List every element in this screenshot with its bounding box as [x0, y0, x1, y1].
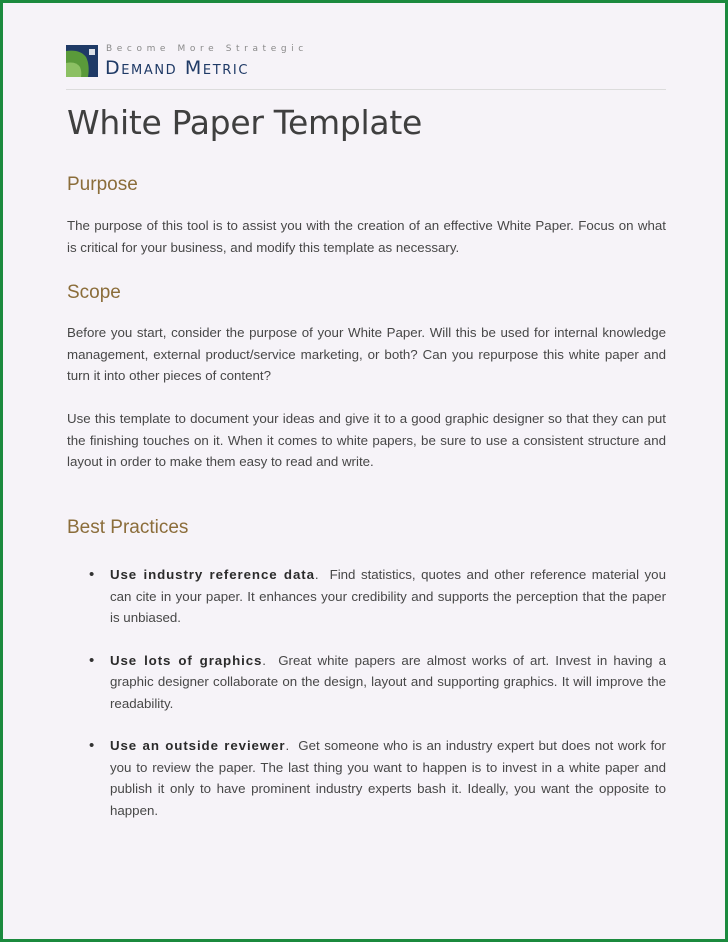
best-practices-list: [89, 564, 666, 821]
scope-paragraph-1: Before you start, consider the purpose of your White Paper. Will this be used for internal knowledge management, external product/service marketing, or both? Can you repurpose this white paper and turn it into other pieces of content?: [67, 325, 666, 383]
scope-heading: Scope: [67, 282, 121, 303]
demand-metric-logo-icon: [66, 45, 98, 77]
brand-header: [66, 43, 666, 90]
list-item-text: Great white papers are almost works of art. Invest in having a graphic designer collaborate on the design, layout and supporting graphics. It will improve the readability.: [110, 652, 666, 711]
bullet-icon: •: [89, 651, 95, 669]
list-item: • Use industry reference data. Find statistics, quotes and other reference material you can cite in your paper. It enhances your credibility and supports the perception that the paper is unbiased.: [89, 566, 666, 625]
brand-name: Demand Metric: [105, 57, 250, 79]
brand-tagline: Become More Strategic: [106, 44, 308, 54]
page-title: White Paper Template: [67, 103, 422, 142]
list-item: • Use an outside reviewer. Get someone who is an industry expert but does not work for you to review the paper. The last thing you want to happen is to invest in a white paper and publish it only to have prominent industry experts bash it. Ideally, you want the opposite to happen.: [89, 737, 666, 818]
purpose-paragraph: The purpose of this tool is to assist you with the creation of an effective White Paper. Focus on what is critical for your business, and modify this template as necessary.: [67, 218, 666, 255]
list-item-lead: Use industry reference data: [110, 567, 315, 582]
list-item-lead: Use lots of graphics: [110, 652, 263, 668]
list-item: • Use lots of graphics. Great white papers are almost works of art. Invest in having a graphic designer collaborate on the design, layout and supporting graphics. It will improve the readability.: [89, 651, 666, 711]
bullet-icon: •: [89, 566, 95, 583]
best-practices-heading: Best Practices: [67, 517, 189, 538]
bullet-icon: •: [89, 737, 95, 754]
scope-paragraph-2: Use this template to document your ideas and give it to a good graphic designer so that they can put the finishing touches on it. When it comes to white papers, be sure to use a consistent structure and layout in order to make them easy to read and write.: [67, 411, 666, 469]
list-item-text: Get someone who is an industry expert but does not work for you to review the paper. The last thing you want to happen is to invest in a white paper and publish it only to have prominent industry experts bash it. Ideally, you want the opposite to happen.: [110, 738, 666, 818]
list-item-text: Find statistics, quotes and other reference material you can cite in your paper. It enhances your credibility and supports the perception that the paper is unbiased.: [110, 567, 666, 625]
list-item-lead: Use an outside reviewer: [110, 738, 286, 753]
purpose-heading: Purpose: [67, 174, 138, 195]
